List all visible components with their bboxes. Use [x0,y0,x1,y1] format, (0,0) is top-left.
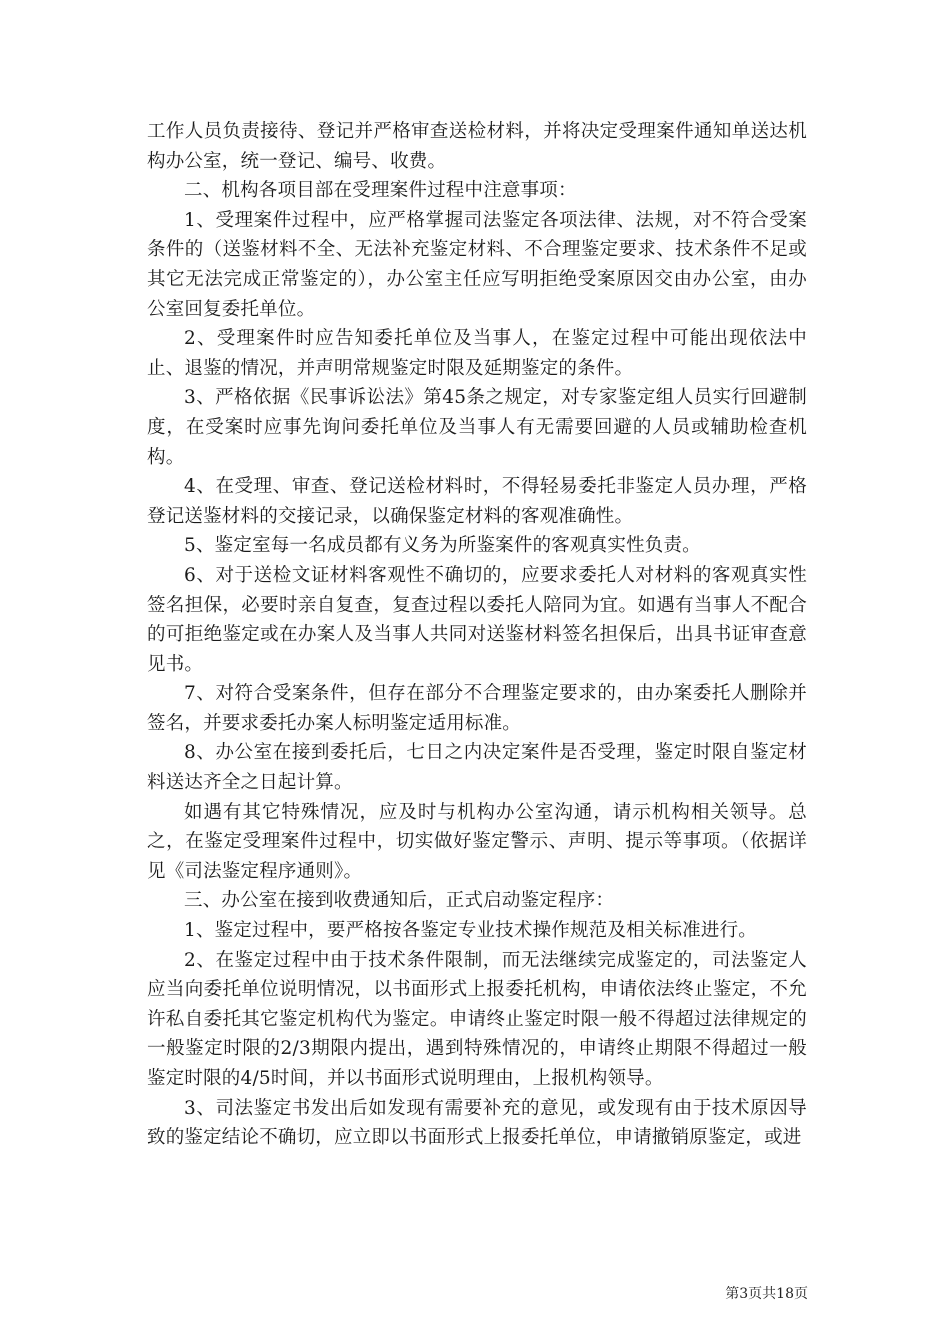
paragraph-item: 6、对于送检文证材料客观性不确切的，应要求委托人对材料的客观真实性签名担保，必要时亲自复查，复查过程以委托人陪同为宜。如遇有当事人不配合的可拒绝鉴定或在办案人及当事人共同对送鉴材料签名担保后，出具书证审查意见书。 [147,564,807,675]
section-heading-2: 二、机构各项目部在受理案件过程中注意事项： [184,180,577,202]
paragraph-item: 1、受理案件过程中，应严格掌握司法鉴定各项法律、法规，对不符合受案条件的（送鉴材料不全、无法补充鉴定材料、不合理鉴定要求、技术条件不足或其它无法完成正常鉴定的），办公室主任应写明拒绝受案原因交由办公室，由办公室回复委托单位。 [147,209,807,320]
paragraph-item: 3、严格依据《民事诉讼法》第45条之规定，对专家鉴定组人员实行回避制度，在受案时应事先询问委托单位及当事人有无需要回避的人员或辅助检查机构。 [147,387,807,468]
paragraph-item: 8、办公室在接到委托后，七日之内决定案件是否受理，鉴定时限自鉴定材料送达齐全之日起计算。 [147,742,807,794]
paragraph-intro: 工作人员负责接待、登记并严格审查送检材料，并将决定受理案件通知单送达机构办公室，统一登记、编号、收费。 [147,121,807,172]
paragraph-item: 4、在受理、审查、登记送检材料时，不得轻易委托非鉴定人员办理，严格登记送鉴材料的交接记录，以确保鉴定材料的客观准确性。 [147,476,807,527]
section-heading-3: 三、办公室在接到收费通知后，正式启动鉴定程序： [184,890,615,912]
paragraph-item: 2、在鉴定过程中由于技术条件限制，而无法继续完成鉴定的，司法鉴定人应当向委托单位说明情况，以书面形式上报委托机构，申请依法终止鉴定，不允许私自委托其它鉴定机构代为鉴定。申请终止鉴定时限一般不得超过法律规定的一般鉴定时限的2/3期限内提出，遇到特殊情况的，申请终止期限不得超过一般鉴定时限的4/5时间，并以书面形式说明理由，上报机构领导。 [147,949,807,1089]
document-body [147,117,807,1153]
paragraph-item: 2、受理案件时应告知委托单位及当事人，在鉴定过程中可能出现依法中止、退鉴的情况，并声明常规鉴定时限及延期鉴定的条件。 [147,328,807,379]
paragraph-summary: 如遇有其它特殊情况，应及时与机构办公室沟通，请示机构相关领导。总之，在鉴定受理案件过程中，切实做好鉴定警示、声明、提示等事项。（依据详见《司法鉴定程序通则》。 [147,801,807,882]
paragraph-item: 3、司法鉴定书发出后如发现有需要补充的意见，或发现有由于技术原因导致的鉴定结论不确切，应立即以书面形式上报委托单位，申请撤销原鉴定，或进 [147,1097,807,1149]
page-number: 第3页共18页 [725,1286,808,1302]
paragraph-item: 7、对符合受案条件，但存在部分不合理鉴定要求的，由办案委托人删除并签名，并要求委托办案人标明鉴定适用标准。 [147,683,807,734]
paragraph-item: 5、鉴定室每一名成员都有义务为所鉴案件的客观真实性负责。 [184,535,701,557]
paragraph-item: 1、鉴定过程中，要严格按各鉴定专业技术操作规范及相关标准进行。 [184,920,757,942]
